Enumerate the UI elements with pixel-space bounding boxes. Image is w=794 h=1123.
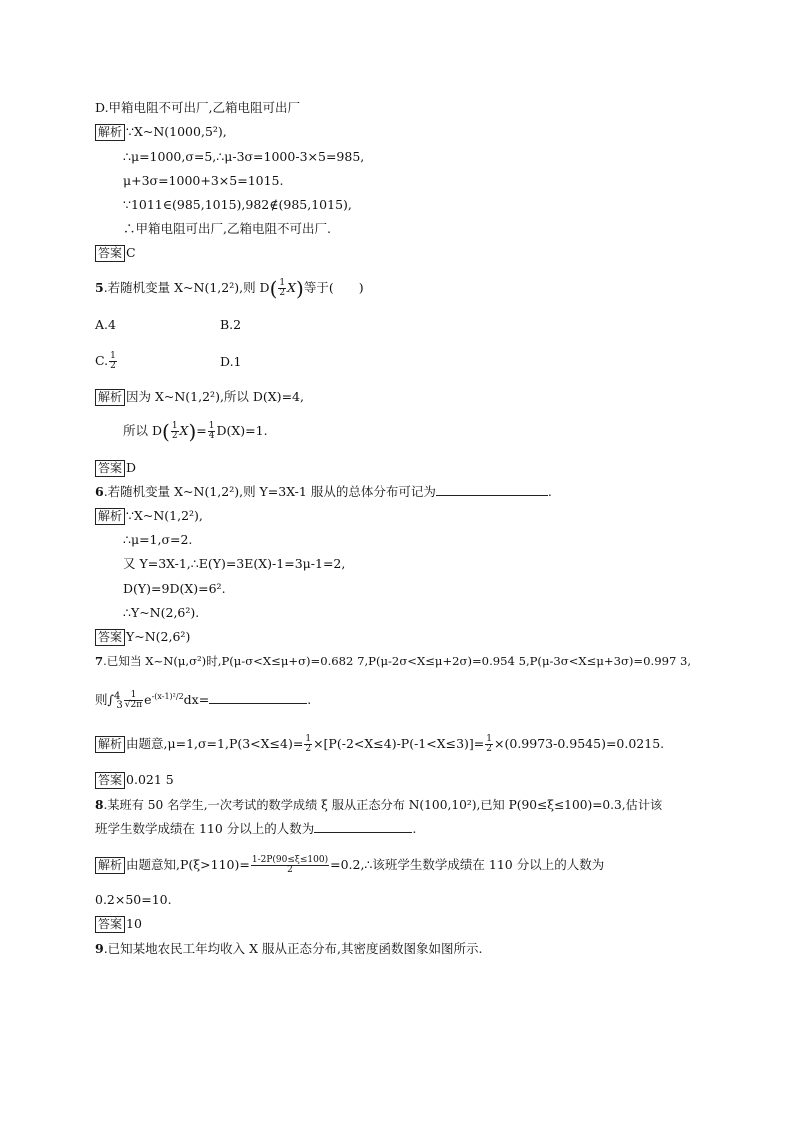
q5-option-b: B.2 <box>220 317 242 332</box>
answer-label: 答案 <box>95 772 125 789</box>
analysis-label: 解析 <box>95 508 125 525</box>
answer-blank[interactable] <box>436 483 548 496</box>
answer-value: 10 <box>126 916 142 931</box>
answer-blank[interactable] <box>209 691 307 704</box>
q4-answer-line <box>95 244 136 262</box>
question-number: 8 <box>95 798 104 812</box>
q6-analysis-line-4: D(Y)=9D(X)=6². <box>123 581 226 596</box>
fraction: $\frac{1-2P(90\le\xi\le 100)}{2}$ <box>251 855 329 875</box>
q5-option-c: C. $\frac{1}{2}$ <box>95 351 116 371</box>
analysis-label: 解析 <box>95 736 125 753</box>
fraction: $\frac{1}{4}$ <box>208 421 215 441</box>
q6-analysis-line-2: ∴μ=1,σ=2. <box>123 532 193 547</box>
q5-answer-line <box>95 459 136 477</box>
q4-analysis-line-5: ∴甲箱电阻可出厂,乙箱电阻不可出厂. <box>123 221 331 236</box>
q5-option-d: D.1 <box>220 354 242 369</box>
q5-analysis-line-2: 所以 D( $\frac{1}{2}$ X)= $\frac{1}{4}$ D(X)=1. <box>123 419 268 444</box>
stem-text: 等于( ) <box>303 280 364 295</box>
answer-value: C <box>126 245 136 260</box>
answer-label: 答案 <box>95 245 125 262</box>
stem-text: .若随机变量 X~N(1,2²),则 D <box>103 280 270 295</box>
q5-analysis-line-1: 解析 因为 X~N(1,2²),所以 D(X)=4, <box>95 388 304 406</box>
q8-analysis-line-1: 解析 由题意知,P(ξ>110)= $\frac{1-2P(90\le\xi\le 100)}{2}$ =0.2,∴该班学生数学成绩在 110 分以上的人数为 <box>95 856 604 875</box>
q5-option-a: A.4 <box>95 317 116 332</box>
q6-analysis-line-3: 又 Y=3X-1,∴E(Y)=3E(X)-1=3μ-1=2, <box>123 556 346 571</box>
q9-stem: 9.已知某地农民工年均收入 X 服从正态分布,其密度函数图象如图所示. <box>95 941 483 956</box>
question-number: 5 <box>95 280 104 295</box>
analysis-label: 解析 <box>95 389 125 406</box>
analysis-label: 解析 <box>95 124 125 141</box>
analysis-label: 解析 <box>95 857 125 874</box>
fraction: $\frac{1}{2}$ <box>171 421 178 441</box>
fraction: $\frac{1}{2}$ <box>486 734 493 754</box>
q8-analysis-line-2: 0.2×50=10. <box>95 892 172 907</box>
fraction: $\frac{1}{2}$ <box>279 278 286 298</box>
q6-analysis-line-5: ∴Y~N(2,6²). <box>123 605 200 620</box>
q4-analysis-line-1 <box>95 123 227 141</box>
fraction: $\frac{1}{2}$ <box>110 351 116 371</box>
q5-stem: 5.若随机变量 X~N(1,2²),则 D( $\frac{1}{2}$ X)等于( ) <box>95 276 364 301</box>
answer-value: D <box>126 460 137 475</box>
analysis-text: ∵X~N(1000,5²), <box>126 124 227 139</box>
answer-label: 答案 <box>95 629 125 646</box>
q8-stem-line-2: 班学生数学成绩在 110 分以上的人数为 . <box>95 821 417 836</box>
answer-blank[interactable] <box>314 820 412 833</box>
q7-analysis-line: 解析 由题意,μ=1,σ=1,P(3<X≤4)= $\frac{1}{2}$ ×[P(-2<X≤4)-P(-1<X≤3)]= $\frac{1}{2}$ ×(0.9973-0.9545)=0.0215. <box>95 735 664 754</box>
q8-stem-line-1: 8.某班有 50 名学生,一次考试的数学成绩 ξ 服从正态分布 N(100,10²),已知 P(90≤ξ≤100)=0.3,估计该 <box>95 798 663 812</box>
question-number: 9 <box>95 941 104 956</box>
answer-label: 答案 <box>95 460 125 477</box>
question-number: 6 <box>95 484 104 499</box>
q7-formula-line: 则∫$^4_3$ $\frac{1}{√2\pi}$ $e^{-(x-1)^2/2}dx=$ . <box>95 690 312 711</box>
q4-analysis-line-3: μ+3σ=1000+3×5=1015. <box>123 173 284 188</box>
q6-answer-line <box>95 628 190 646</box>
fraction: $\frac{1}{2}$ <box>305 734 312 754</box>
q6-analysis-line-1: 解析 ∵X~N(1,2²), <box>95 507 203 525</box>
q7-stem: 7.已知当 X~N(μ,σ²)时,P(μ-σ<X≤μ+σ)=0.682 7,P(μ-2σ<X≤μ+2σ)=0.954 5,P(μ-3σ<X≤μ+3σ)=0.997 3, <box>95 654 692 668</box>
q8-answer-line <box>95 915 142 933</box>
answer-label: 答案 <box>95 916 125 933</box>
fraction: $\frac{1}{√2\pi}$ <box>124 690 143 711</box>
question-number: 7 <box>95 654 104 668</box>
q7-answer-line <box>95 771 174 789</box>
q4-analysis-line-2: ∴μ=1000,σ=5,∴μ-3σ=1000-3×5=985, <box>123 149 365 164</box>
answer-value: 0.021 5 <box>126 772 174 787</box>
answer-value: Y~N(2,6²) <box>126 629 191 644</box>
option-d-line: D.甲箱电阻不可出厂,乙箱电阻可出厂 <box>95 100 301 115</box>
q4-analysis-line-4: ∵1011∈(985,1015),982∉(985,1015), <box>123 197 352 212</box>
q6-stem: 6.若随机变量 X~N(1,2²),则 Y=3X-1 服从的总体分布可记为 . <box>95 484 552 499</box>
